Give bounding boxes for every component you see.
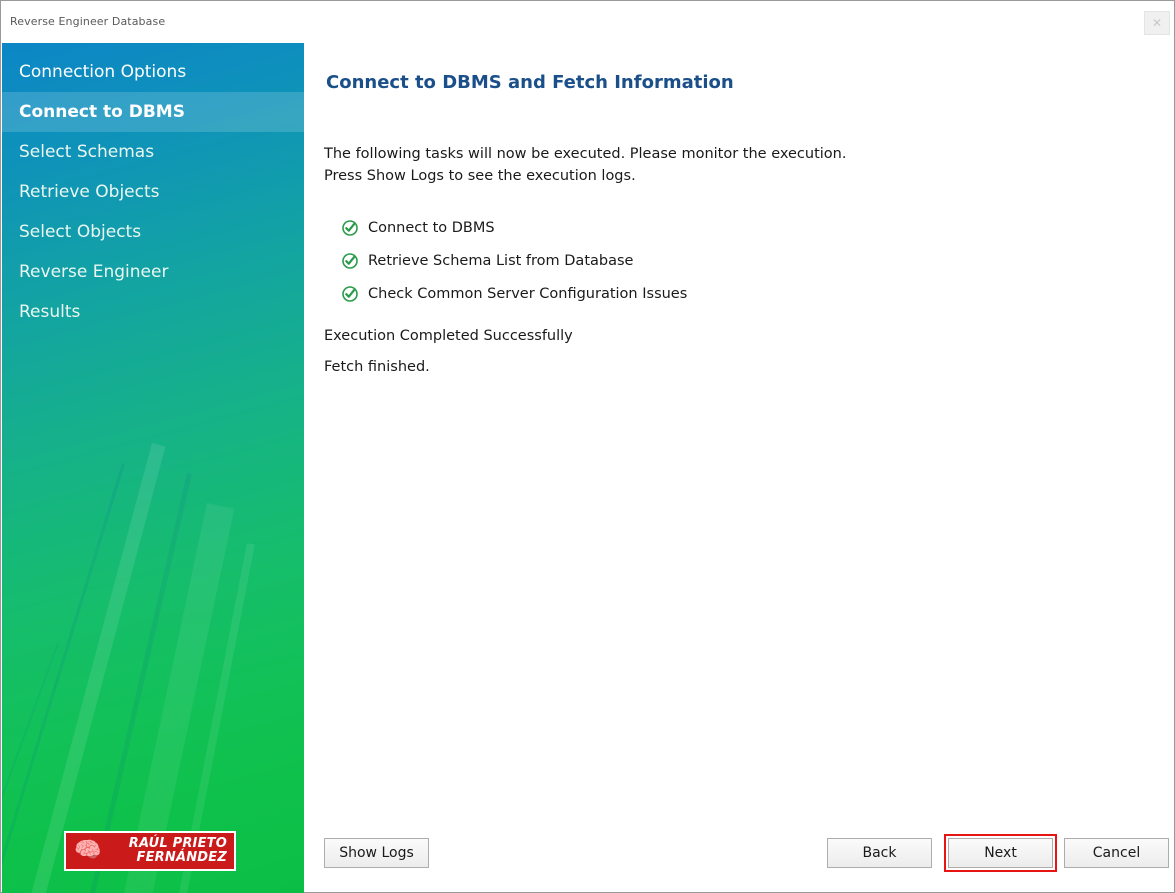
check-circle-icon: [342, 286, 358, 302]
sidebar-step-select-objects[interactable]: Select Objects: [19, 222, 142, 242]
brain-icon: 🧠: [74, 838, 102, 863]
close-icon[interactable]: ✕: [1144, 11, 1170, 35]
task-list: [342, 211, 687, 310]
sidebar-step-retrieve-objects[interactable]: Retrieve Objects: [19, 182, 160, 202]
wizard-step-sidebar: [2, 43, 304, 893]
intro-text: [324, 143, 846, 187]
sidebar-step-connection-options[interactable]: Connection Options: [19, 62, 187, 82]
task-label: Retrieve Schema List from Database: [368, 252, 634, 269]
cancel-button[interactable]: Cancel: [1064, 838, 1169, 868]
sidebar-step-reverse-engineer[interactable]: Reverse Engineer: [19, 262, 169, 282]
watermark-logo: [64, 831, 236, 871]
task-item: [342, 244, 687, 277]
back-button[interactable]: Back: [827, 838, 932, 868]
title-bar: [1, 1, 1174, 43]
status-text: [324, 328, 573, 390]
watermark-logo-line1: RAÚL PRIETO: [128, 836, 227, 851]
check-circle-icon: [342, 253, 358, 269]
intro-line-1: The following tasks will now be executed. Please monitor the execution.: [324, 146, 847, 162]
task-item: [342, 211, 687, 244]
intro-line-2: Press Show Logs to see the execution logs.: [324, 168, 636, 184]
next-button[interactable]: Next: [948, 838, 1053, 868]
wizard-content-pane: [304, 43, 1173, 891]
page-title: Connect to DBMS and Fetch Information: [326, 72, 734, 93]
status-line-fetch: Fetch finished.: [324, 359, 430, 375]
task-item: [342, 277, 687, 310]
watermark-logo-line2: FERNÁNDEZ: [136, 850, 227, 865]
sidebar-step-connect-to-dbms[interactable]: Connect to DBMS: [2, 92, 304, 132]
check-circle-icon: [342, 220, 358, 236]
task-label: Check Common Server Configuration Issues: [368, 285, 688, 302]
show-logs-button[interactable]: Show Logs: [324, 838, 429, 868]
sidebar-step-results[interactable]: Results: [19, 302, 81, 322]
step-list: [2, 52, 304, 332]
window-title: Reverse Engineer Database: [10, 15, 166, 28]
watermark-logo-text: [110, 837, 234, 865]
status-line-execution: Execution Completed Successfully: [324, 328, 573, 344]
sidebar-step-select-schemas[interactable]: Select Schemas: [19, 142, 155, 162]
task-label: Connect to DBMS: [368, 219, 495, 236]
